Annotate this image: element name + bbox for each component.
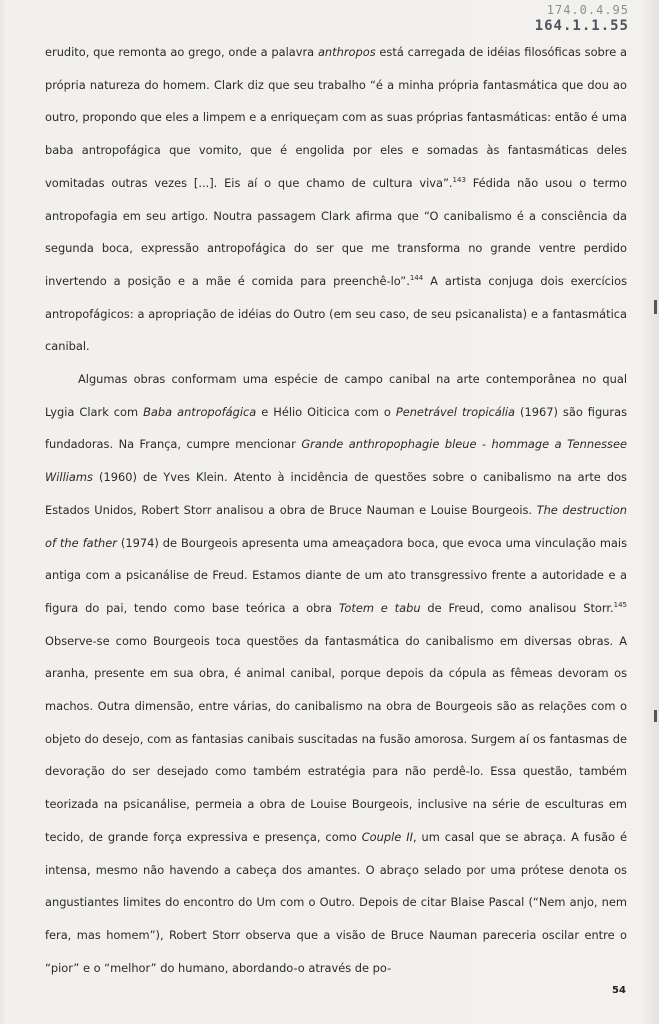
artwork-title: Baba antropofágica [143, 404, 257, 419]
footnote-ref: 144 [409, 274, 424, 283]
artwork-title: Grande anthropophagie bleue - hommage a Tennessee Williams [45, 437, 627, 485]
page-number: 54 [612, 985, 626, 996]
page-edge-mark [654, 710, 657, 722]
artwork-title: The destruction of the father [45, 502, 627, 550]
footnote-ref: 143 [452, 176, 466, 185]
italic-term: anthropos [317, 45, 376, 59]
book-title: Totem e tabu [338, 600, 421, 615]
artwork-title: Couple II [361, 829, 413, 844]
paragraph-1: erudito, que remonta ao grego, onde a palavra anthropos está carregada de idéias filosóficas sobre a própria natureza do homem. Clark diz que seu trabalho “é a minha própria fantasmática que dou ao outro, propondo que eles a limpem e a enriqueçam com as suas próprias fantasmáticas: então é uma baba antropofágica que vomito, que é engolida por eles e somadas às fantasmáticas deles vomitadas outras vezes [...]. Eis aí o que chamo de cultura viva”.$^{143}$ Fédida não usou o termo antropofagia em seu artigo. Noutra passagem Clark afirma que “O canibalismo é a consciência da segunda boca, expressão antropofágica do ser que me transforma no grande ventre perdido invertendo a posição e a mãe é comida para preenchê-lo”.$^{144}$ A artista conjuga dois exercícios antropofágicos: a apropriação de idéias do Outro (em seu caso, de seu psicanalista) e a fantasmática canibal. [45, 45, 627, 354]
annotation-top: 174.0.4.95 [546, 3, 629, 17]
body-text [45, 36, 627, 984]
handwritten-annotation [535, 2, 629, 34]
page-edge-mark [654, 300, 657, 314]
artwork-title: Penetrável tropicália [395, 404, 516, 419]
annotation-bottom: 164.1.1.55 [534, 18, 629, 34]
footnote-ref: 145 [613, 601, 627, 610]
paragraph-2: Algumas obras conformam uma espécie de campo canibal na arte contemporânea no qual Lygia Clark com Baba antropofágica e Hélio Oiticica com o Penetrável tropicália (1967) são figuras fundadoras. Na França, cumpre mencionar Grande anthropophagie bleue - hommage a Tennessee Williams (1960) de Yves Klein. Atento à incidência de questões sobre o canibalismo na arte dos Estados Unidos, Robert Storr analisou a obra de Bruce Nauman e Louise Bourgeois. The destruction of the father (1974) de Bourgeois apresenta uma ameaçadora boca, que evoca uma vinculação mais antiga com a psicanálise de Freud. Estamos diante de um ato transgressivo frente a autoridade e a figura do pai, tendo como base teórica a obra Totem e tabu de Freud, como analisou Storr.$^{145}$ Observe-se como Bourgeois toca questões da fantasmática do canibalismo em diversas obras. A aranha, presente em sua obra, é animal canibal, porque depois da cópula as fêmeas devoram os machos. Outra dimensão, entre várias, do canibalismo na obra de Bourgeois são as relações com o objeto do desejo, com as fantasias canibais suscitadas na fusão amorosa. Surgem aí os fantasmas de devoração do ser desejado como também estratégia para não perdê-lo. Essa questão, também teorizada na psicanálise, permeia a obra de Louise Bourgeois, inclusive na série de esculturas em tecido, de grande força expressiva e presença, como Couple II, um casal que se abraça. A fusão é intensa, mesmo não havendo a cabeça dos amantes. O abraço selado por uma prótese denota os angustiantes limites do encontro do Um com o Outro. Depois de citar Blaise Pascal (“Nem anjo, nem fera, mas homem”), Robert Storr observa que a visão de Bruce Nauman pareceria oscilar entre o “pior” e o “melhor” do humano, abordando-o através de po- [45, 372, 628, 975]
